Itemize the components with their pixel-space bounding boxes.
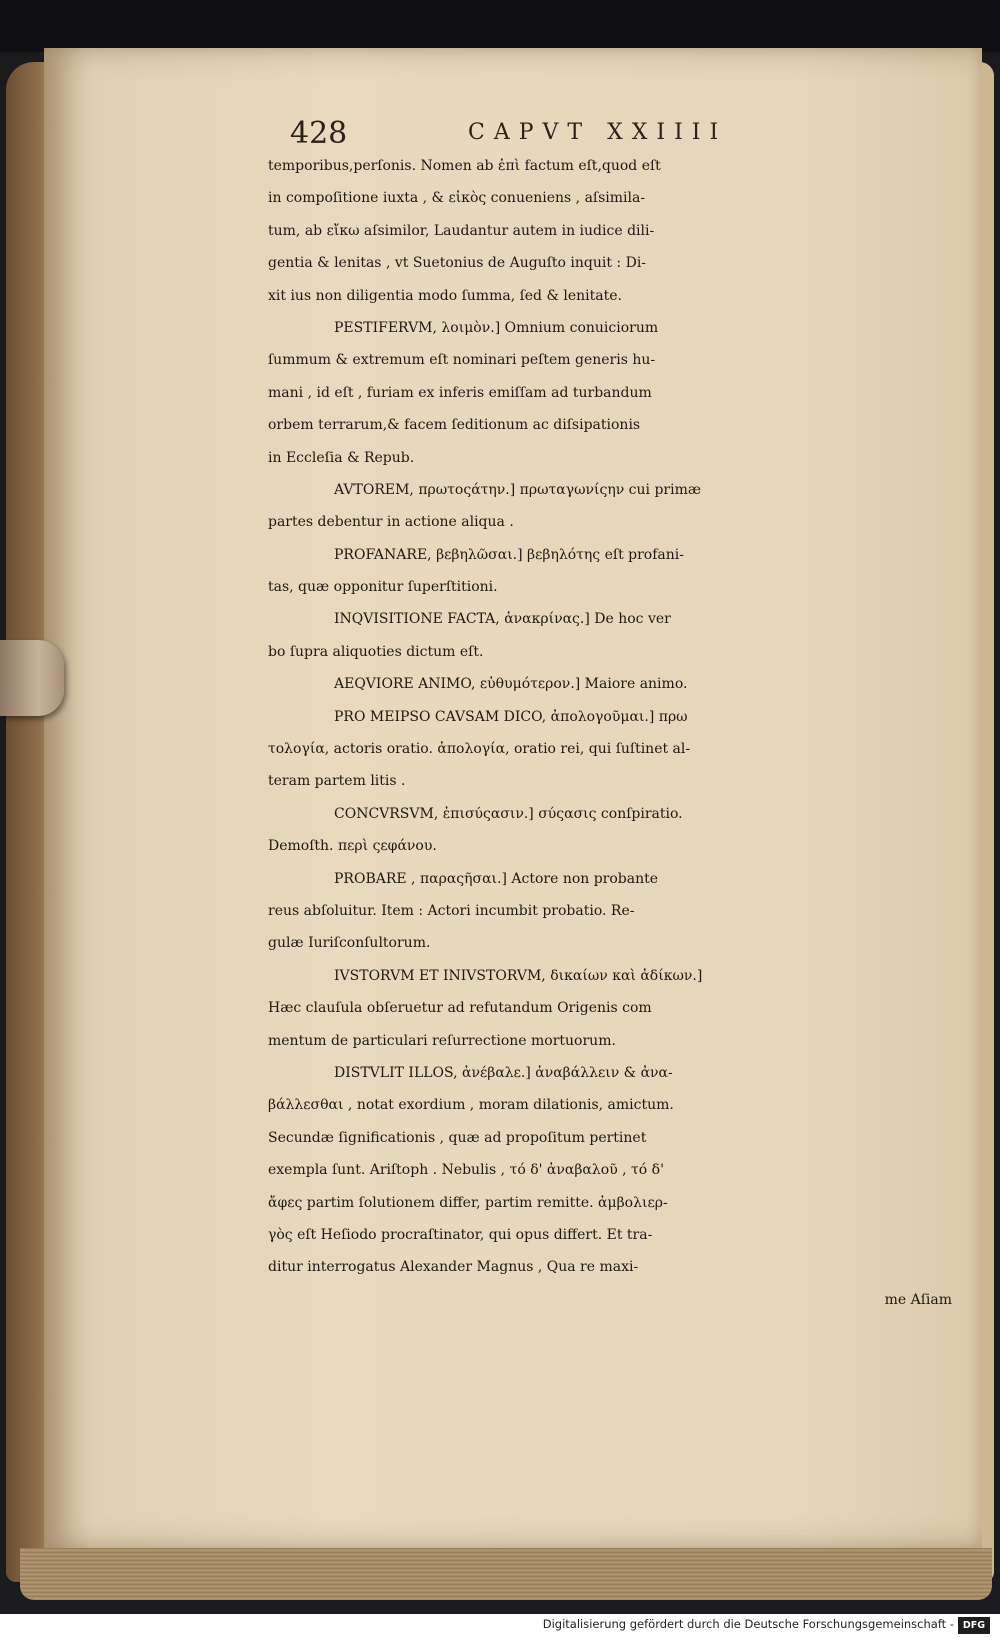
lemma-line: INQVISITIONE FACTA, ἀνακρίνας.] De hoc ver xyxy=(334,611,671,628)
catchword-line: me Aſiam xyxy=(884,1291,952,1308)
footer-bar xyxy=(0,1614,1000,1638)
text-line: in Eccleſia & Repub. xyxy=(268,449,415,466)
text-line: Hæc clauſula obſeruetur ad refutandum Origenis com xyxy=(268,1000,652,1017)
text-line: ἄφες partim ſolutionem differ, partim remitte. ἀμβολιερ- xyxy=(268,1194,668,1211)
text-line: exempla ſunt. Ariſtoph . Nebulis , τό δ' ἀναβαλοῦ , τό δ' xyxy=(268,1162,664,1179)
text-line: γὸς eſt Heſiodo procraſtinator, qui opus differt. Et tra- xyxy=(268,1226,653,1243)
text-line: reus abſoluitur. Item : Actori incumbit probatio. Re- xyxy=(268,902,635,919)
text-line: τολογία, actoris oratio. ἀπολογία, oratio rei, qui ſuſtinet al- xyxy=(268,741,691,758)
lemma-line: PESTIFERVM, λοιμὸν.] Omnium conuiciorum xyxy=(334,319,659,336)
book-clamp xyxy=(0,640,64,716)
dfg-logo: DFG xyxy=(958,1617,990,1634)
page-number: 428 xyxy=(290,116,348,151)
lemma-line: AVTOREM, πρωτοςάτην.] πρωταγωνίςην cui primæ xyxy=(334,481,702,498)
body-text xyxy=(268,150,968,1316)
text-line: in compoſitione iuxta , & εἰκὸς conueniens , aſsimila- xyxy=(268,190,646,207)
funding-credit: Digitalisierung gefördert durch die Deutsche Forschungsgemeinschaft - xyxy=(542,1617,954,1631)
text-line: xit ius non diligentia modo ſumma, ſed & lenitate. xyxy=(268,287,622,304)
text-line: temporibus,perſonis. Nomen ab ἐπὶ factum eſt,quod eſt xyxy=(268,158,661,174)
text-line: Secundæ ſignificationis , quæ ad propoſitum pertinet xyxy=(268,1129,647,1146)
text-line: βάλλεσθαι , notat exordium , moram dilationis, amictum. xyxy=(268,1097,674,1114)
page-edges xyxy=(20,1548,992,1600)
text-line: bo ſupra aliquoties dictum eſt. xyxy=(268,643,484,660)
lemma-line: DISTVLIT ILLOS, ἀνέβαλε.] ἀναβάλλειν & ἀνα- xyxy=(334,1064,673,1081)
lemma-line: CONCVRSVM, ἐπισύςασιν.] σύςασις conſpiratio. xyxy=(334,805,683,822)
text-line: tas, quæ opponitur ſuperſtitioni. xyxy=(268,579,498,596)
text-line: Demoſth. περὶ ςεφάνου. xyxy=(268,838,437,855)
text-line: orbem terrarum,& facem ſeditionum ac diſsipationis xyxy=(268,417,641,434)
text-line: ditur interrogatus Alexander Magnus , Qua re maxi- xyxy=(268,1259,639,1276)
text-line: mentum de particulari reſurrectione mortuorum. xyxy=(268,1032,616,1049)
scan-background-top xyxy=(0,0,1000,52)
text-line: ſummum & extremum eſt nominari peſtem generis hu- xyxy=(268,352,656,369)
text-line: gulæ Iuriſconſultorum. xyxy=(268,935,431,952)
text-line: teram partem litis . xyxy=(268,773,406,790)
text-line: partes debentur in actione aliqua . xyxy=(268,514,514,531)
text-line: mani , id eſt , furiam ex inferis emiſſam ad turbandum xyxy=(268,384,652,401)
text-line: tum, ab εἴκω aſsimilor, Laudantur autem in iudice dili- xyxy=(268,222,655,239)
lemma-line: PRO MEIPSO CAVSAM DICO, ἀπολογοῦμαι.] πρω xyxy=(334,708,688,725)
text-line: gentia & lenitas , vt Suetonius de Auguſto inquit : Di- xyxy=(268,255,647,272)
lemma-line: PROFANARE, βεβηλῶσαι.] βεβηλότης eſt profani- xyxy=(334,546,684,563)
lemma-line: PROBARE , παραςῆσαι.] Actore non probante xyxy=(334,870,659,887)
running-head: CAPVT XXIIII xyxy=(468,120,728,145)
lemma-line: AEQVIORE ANIMO, εὐθυμότερον.] Maiore animo. xyxy=(334,676,688,693)
lemma-line: IVSTORVM ET INIVSTORVM, δικαίων καὶ ἀδίκων.] xyxy=(334,967,703,984)
